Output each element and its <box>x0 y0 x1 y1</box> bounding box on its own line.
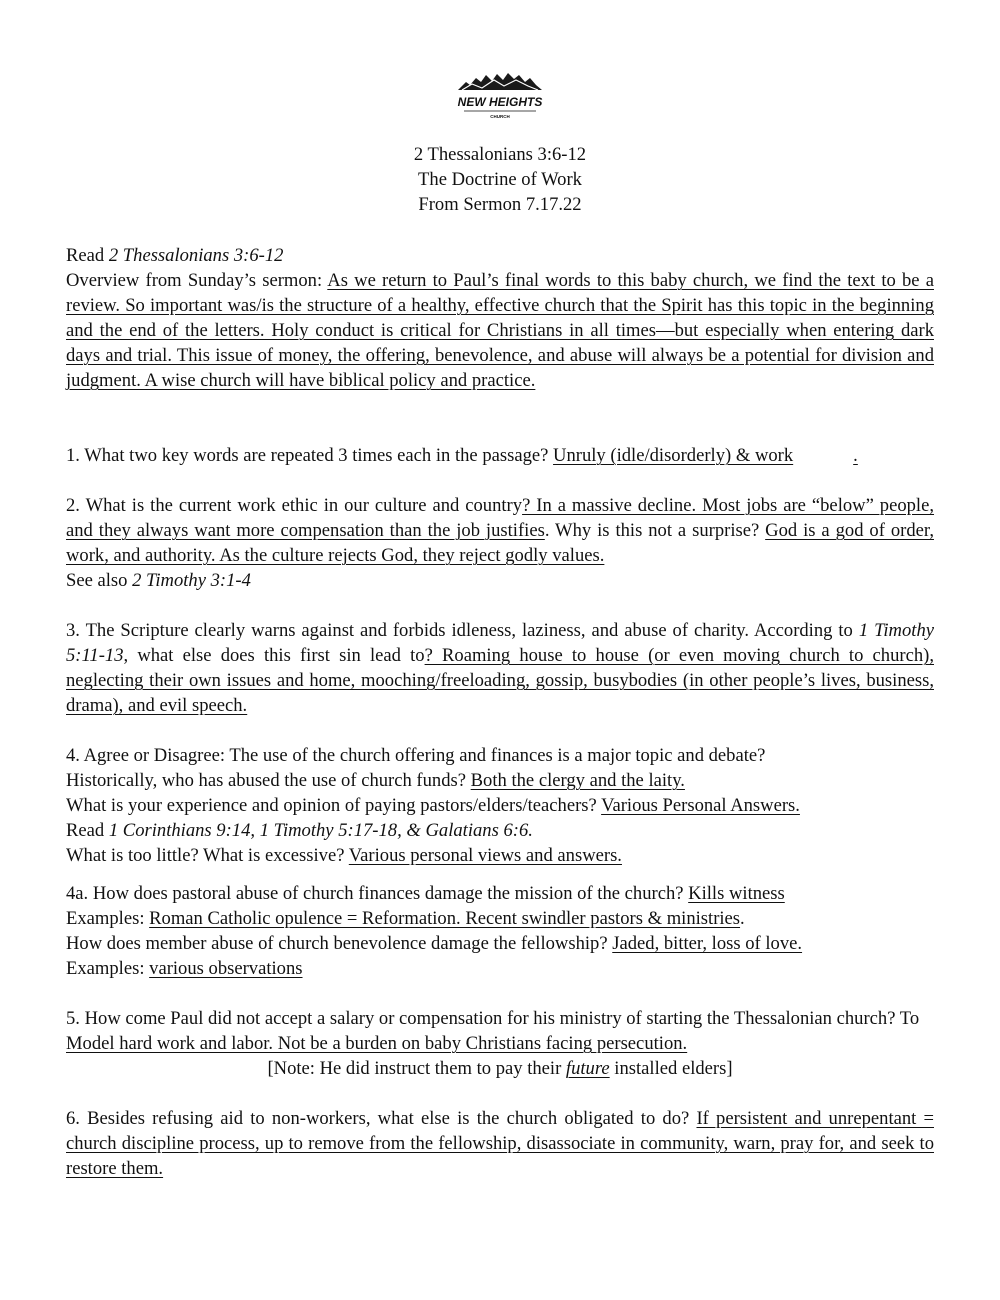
question-6: 6. Besides refusing aid to non-workers, what else is the church obligated to do? If persistent and unrepentant = church discipline process, up to remove from the fellowship, disassociate in community, warn, pray for, and seek to restore them. <box>66 1108 934 1179</box>
answer-2a: ? In a massive decline. Most jobs are “below” people, and they always want more compensation than the job justifies <box>66 495 935 541</box>
question-4-line2: Historically, who has abused the use of church funds? Both the clergy and the laity. <box>66 770 685 791</box>
title-block <box>0 142 1000 217</box>
answer-4a-fellowship: Jaded, bitter, loss of love. <box>612 933 803 954</box>
question-3-reference: 1 Timothy 5:11-13 <box>66 620 934 666</box>
mountain-peaks-icon <box>458 73 542 90</box>
overview-paragraph <box>66 268 934 393</box>
question-3: 3. The Scripture clearly warns against and forbids idleness, laziness, and abuse of charity. According to 1 Timothy 5:11-13, what else does this first sin lead to? Roaming house to house (or even moving church to church), neglecting their own issues and home, mooching/freeloading, gossip, busybodies (in other people’s lives, business, drama), and evil speech. <box>66 620 934 716</box>
see-also-reference: 2 Timothy 3:1-4 <box>132 570 251 591</box>
answer-4a-observations: various observations <box>149 958 303 979</box>
question-4-line1: 4. Agree or Disagree: The use of the church offering and finances is a major topic and debate? <box>66 745 766 766</box>
answer-4-pay: Various Personal Answers. <box>601 795 800 816</box>
question-4-line4: Read 1 Corinthians 9:14, 1 Timothy 5:17-18, & Galatians 6:6. <box>66 820 533 841</box>
question-4a-line4: Examples: various observations <box>66 958 303 979</box>
worksheet-body <box>66 243 934 1181</box>
question-4-line3: What is your experience and opinion of paying pastors/elders/teachers? Various Personal Answers. <box>66 795 800 816</box>
answer-4a-mission: Kills witness <box>688 883 785 904</box>
sermon-date: From Sermon 7.17.22 <box>418 194 582 215</box>
read-line: Read 2 Thessalonians 3:6-12 <box>66 245 284 266</box>
question-4-line5: What is too little? What is excessive? Various personal views and answers. <box>66 845 622 866</box>
logo-wordmark: NEW HEIGHTS <box>457 95 543 109</box>
question-1: 1. What two key words are repeated 3 times each in the passage? Unruly (idle/disorderly) & work . <box>66 445 858 466</box>
overview-label: Overview from Sunday’s sermon: <box>66 270 328 291</box>
question-4-references: 1 Corinthians 9:14, 1 Timothy 5:17-18, & Galatians 6:6. <box>108 820 533 841</box>
answer-4-amount: Various personal views and answers. <box>348 845 622 866</box>
answer-3: ? Roaming house to house (or even moving church to church), neglecting their own issues and home, mooching/freeloading, gossip, busybodies (in other people’s lives, business, drama), and evil speech. <box>66 645 934 716</box>
see-also-line: See also 2 Timothy 3:1-4 <box>66 570 251 591</box>
answer-1: Unruly (idle/disorderly) & work . <box>553 445 858 466</box>
question-4a-line2: Examples: Roman Catholic opulence = Reformation. Recent swindler pastors & ministries. <box>66 908 745 929</box>
scripture-title: 2 Thessalonians 3:6-12 <box>413 144 587 165</box>
question-5: 5. How come Paul did not accept a salary or compensation for his ministry of starting the Thessalonian church? To Model hard work and labor. Not be a burden on baby Christians facing persecution. <box>66 1008 920 1054</box>
note-emphasis: future <box>565 1058 610 1079</box>
doctrine-title: The Doctrine of Work <box>418 169 582 190</box>
question-4a-line3: How does member abuse of church benevolence damage the fellowship? Jaded, bitter, loss of love. <box>66 933 803 954</box>
answer-4a-examples: Roman Catholic opulence = Reformation. Recent swindler pastors & ministries <box>149 908 741 929</box>
question-5-note: [Note: He did instruct them to pay their future installed elders] <box>267 1058 733 1079</box>
answer-5: Model hard work and labor. Not be a burden on baby Christians facing persecution. <box>66 1033 688 1054</box>
overview-text: As we return to Paul’s final words to this baby church, we find the text to be a review. So important was/is the structure of a healthy, effective church that the Spirit has this topic in the beginning and the end of the letters. Holy conduct is critical for Christians in all times—but especially when entering dark days and trial. This issue of money, the offering, benevolence, and abuse will always be a potential for division and judgment. A wise church will have biblical policy and practice. <box>66 270 934 391</box>
answer-2b: God is a god of order, work, and authority. As the culture rejects God, they reject godly values. <box>66 520 934 566</box>
answer-6: If persistent and unrepentant = church discipline process, up to remove from the fellowship, disassociate in community, warn, pray for, and seek to restore them. <box>66 1108 934 1179</box>
question-2: 2. What is the current work ethic in our culture and country? In a massive decline. Most jobs are “below” people, and they always want more compensation than the job justifies. Why is this not a surprise? God is a god of order, work, and authority. As the culture rejects God, they reject godly values. <box>66 495 935 566</box>
logo-subtitle: CHURCH <box>490 114 510 119</box>
church-logo <box>452 70 548 124</box>
read-reference: 2 Thessalonians 3:6-12 <box>108 245 284 266</box>
answer-4-funds: Both the clergy and the laity. <box>470 770 685 791</box>
question-4a-line1: 4a. How does pastoral abuse of church finances damage the mission of the church? Kills witness <box>66 883 785 904</box>
